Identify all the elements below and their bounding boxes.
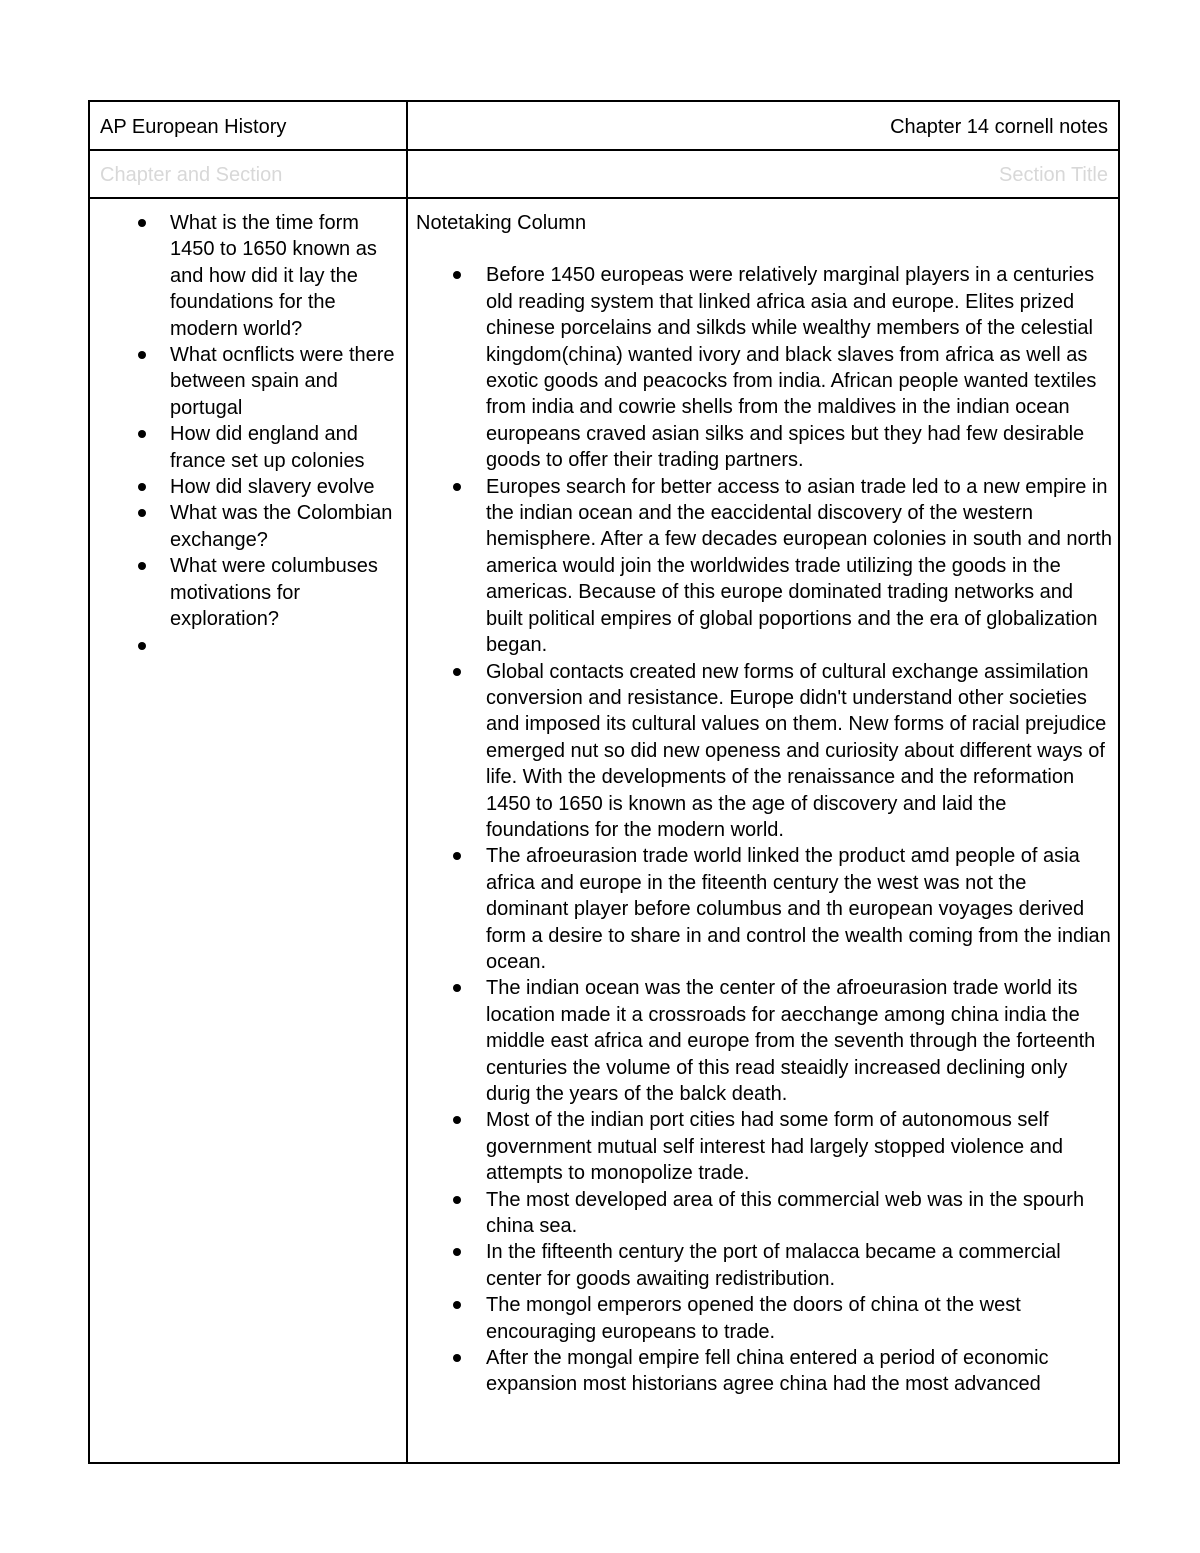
cue-text: How did slavery evolve bbox=[170, 476, 375, 499]
bullet-icon bbox=[453, 843, 461, 869]
cue-column bbox=[90, 210, 406, 659]
cue-text: What is the time form 1450 to 1650 known as and how did it lay the foundations for the modern world? bbox=[170, 212, 377, 340]
cue-text: What were columbuses motivations for exploration? bbox=[170, 555, 378, 631]
bullet-icon bbox=[138, 210, 146, 236]
bullet-icon bbox=[138, 421, 146, 447]
cue-item bbox=[90, 553, 406, 632]
note-item bbox=[416, 1292, 1116, 1345]
note-text: In the fifteenth century the port of malacca became a commercial center for goods awaiting redistribution. bbox=[486, 1241, 1061, 1290]
bullet-icon bbox=[453, 1107, 461, 1133]
cue-item bbox=[90, 500, 406, 553]
course-title: AP European History bbox=[100, 116, 287, 138]
cue-item bbox=[90, 474, 406, 500]
note-text: Before 1450 europeas were relatively marginal players in a centuries old reading system that linked africa asia and europe. Elites prized chinese porcelains and silkds while wealthy members of the celestial kingdom(china) wanted ivory and black slaves from africa as well as exotic goods and peacocks from india. African people wanted textiles from india and cowrie shells from the maldives in the indian ocean europeans craved asian silks and spices but they had few desirable goods to offer their trading partners. bbox=[486, 264, 1097, 472]
bullet-icon bbox=[453, 659, 461, 685]
notetaking-column bbox=[416, 210, 1116, 1398]
chapter-title: Chapter 14 cornell notes bbox=[890, 116, 1108, 138]
bullet-icon bbox=[453, 474, 461, 500]
bullet-icon bbox=[453, 1187, 461, 1213]
note-text: After the mongal empire fell china entered a period of economic expansion most historians agree china had the most advanced bbox=[486, 1347, 1049, 1396]
note-item bbox=[416, 1107, 1116, 1186]
note-text: The most developed area of this commercial web was in the spourh china sea. bbox=[486, 1188, 1085, 1238]
bullet-icon bbox=[453, 262, 461, 288]
note-text: Global contacts created new forms of cultural exchange assimilation conversion and resistance. Europe didn't understand other societies and imposed its cultural values on them. New forms of racial prejudice emerged nut so did new openess and curiosity about different ways of life. With the developments of the renaissance and the reformation 1450 to 1650 is known as the age of discovery and laid the foundations for the modern world. bbox=[486, 660, 1107, 841]
note-item bbox=[416, 659, 1116, 844]
subheader-divider bbox=[90, 197, 1118, 199]
cornell-notes-table bbox=[88, 100, 1120, 1464]
cue-list bbox=[90, 210, 406, 659]
note-item bbox=[416, 1239, 1116, 1292]
note-item bbox=[416, 843, 1116, 975]
cue-text: What ocnflicts were there between spain and portugal bbox=[170, 344, 395, 419]
note-text: The afroeurasion trade world linked the product amd people of asia africa and europe in the fiteenth century the west was not the dominant player before columbus and th european voyages derived form a desire to share in and control the wealth coming from the indian ocean. bbox=[486, 845, 1111, 973]
note-item bbox=[416, 474, 1116, 659]
bullet-icon bbox=[453, 1345, 461, 1371]
cue-item bbox=[90, 210, 406, 342]
section-title-placeholder: Section Title bbox=[999, 164, 1108, 186]
bullet-icon bbox=[138, 474, 146, 500]
notes-list bbox=[416, 262, 1116, 1397]
bullet-icon bbox=[138, 500, 146, 526]
note-item bbox=[416, 1187, 1116, 1240]
column-divider bbox=[406, 102, 408, 1462]
bullet-icon bbox=[453, 975, 461, 1001]
bullet-icon bbox=[453, 1292, 461, 1318]
cue-text: What was the Colombian exchange? bbox=[170, 502, 393, 551]
chapter-section-placeholder: Chapter and Section bbox=[100, 164, 283, 186]
header-divider bbox=[90, 149, 1118, 151]
notes-heading: Notetaking Column bbox=[416, 212, 587, 234]
cue-text: How did england and france set up colonies bbox=[170, 423, 365, 472]
note-text: The mongol emperors opened the doors of china ot the west encouraging europeans to trade. bbox=[486, 1294, 1021, 1343]
cue-item bbox=[90, 421, 406, 474]
note-item bbox=[416, 262, 1116, 473]
note-text: Most of the indian port cities had some form of autonomous self government mutual self interest had largely stopped violence and attempts to monopolize trade. bbox=[486, 1109, 1064, 1185]
bullet-icon bbox=[138, 553, 146, 579]
cue-item bbox=[90, 342, 406, 421]
bullet-icon bbox=[138, 633, 146, 659]
note-item bbox=[416, 975, 1116, 1107]
bullet-icon bbox=[138, 342, 146, 368]
note-item bbox=[416, 1345, 1116, 1398]
cue-item-empty bbox=[90, 633, 406, 659]
bullet-icon bbox=[453, 1239, 461, 1265]
note-text: The indian ocean was the center of the afroeurasion trade world its location made it a crossroads for aecchange among china india the middle east africa and europe from the seventh through the forteenth centuries the volume of this read steaidly increased declining only durig the years of the balck death. bbox=[486, 977, 1096, 1105]
note-text: Europes search for better access to asian trade led to a new empire in the indian ocean and the eaccidental discovery of the western hemisphere. After a few decades european colonies in south and north america would join the worldwides trade utilizing the goods in the americas. Because of this europe dominated trading networks and built political empires of global poportions and the era of globalization began. bbox=[486, 475, 1112, 657]
